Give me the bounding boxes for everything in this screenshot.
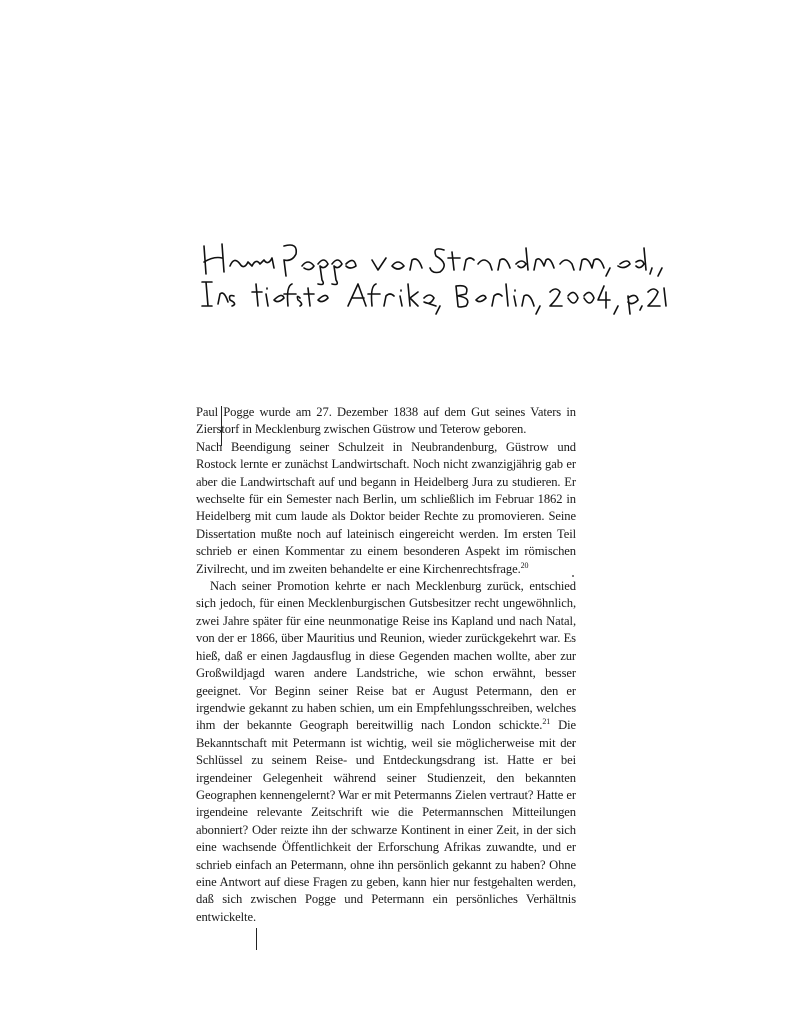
handwriting-drawing bbox=[200, 236, 670, 316]
body-text bbox=[196, 404, 576, 926]
footnote-ref: 21 bbox=[542, 717, 551, 727]
paragraph-text: Die Bekanntschaft mit Petermann ist wichtig, weil sie möglicherweise mit der Schlüssel zu seinem Reise- und Entdeckungsdrang ist. Hatte er bei irgendeiner Gelegenheit während seiner Studienzeit, den bekannten Geographen kennengelernt? War er mit Petermanns Zielen vertraut? Hatte er irgendeine relevante Zeitschrift wie die Petermannschen Mitteilungen abonniert? Oder reizte ihn der schwarze Kontinent in einer Zeit, in der sich eine wachsende Öffentlichkeit der Erforschung Afrikas zuwandte, und er schrieb einfach an Petermann, ohne ihn persönlich gekannt zu haben? Ohne eine Antwort auf diese Fragen zu geben, kann hier nur festgehalten werden, daß sich zwischen Pogge und Petermann ein persönliches Verhältnis entwickelte. bbox=[196, 718, 576, 924]
margin-mark bbox=[256, 928, 257, 950]
paragraph-lead: Paul Pogge wurde am 27. Dezember 1838 auf dem Gut seines Vaters in Zierstorf in Mecklenburg zwischen Güstrow und Teterow geboren. bbox=[196, 405, 576, 437]
paragraph-text: Nach Beendigung seiner Schulzeit in Neubrandenburg, Güstrow und Rostock lernte er zunächst Landwirtschaft. Noch nicht zwanzigjährig gab er aber die Landwirtschaft auf und begann in Heidelberg Jura zu studieren. Er wechselte für ein Semester nach Berlin, um schließlich im Februar 1862 in Heidelberg mit cum laude als Doktor beider Rechte zu promovieren. Seine Dissertation mußte noch auf lateinisch eingereicht werden. Im ersten Teil schrieb er einen Kommentar zu einem besonderen Aspekt im römischen Zivilrecht, und im zweiten behandelte er eine Kirchenrechtsfrage. bbox=[196, 439, 576, 576]
paragraph bbox=[196, 578, 576, 926]
handwritten-citation bbox=[200, 236, 670, 316]
paragraph-text: Nach seiner Promotion kehrte er nach Mecklenburg zurück, entschied sich jedoch, für einen Mecklenburgischen Gutsbesitzer recht ungewöhnlich, zwei Jahre später für eine neunmonatige Reise ins Kapland und nach Natal, von der er 1866, über Mauritius und Reunion, wieder zurückgekehrt war. Es hieß, daß er einen Jagdausflug in diese Gegenden machen wollte, aber zur Großwildjagd waren andere Landstriche, wie schon erwähnt, besser geeignet. Vor Beginn seiner Reise bat er August Petermann, den er irgendwie gekannt zu haben schien, um ein Empfehlungsschreiben, welches ihm der bekannte Geograph bereitwillig nach London schickte. bbox=[196, 579, 576, 733]
paragraph bbox=[196, 439, 576, 578]
footnote-ref: 20 bbox=[520, 560, 529, 570]
